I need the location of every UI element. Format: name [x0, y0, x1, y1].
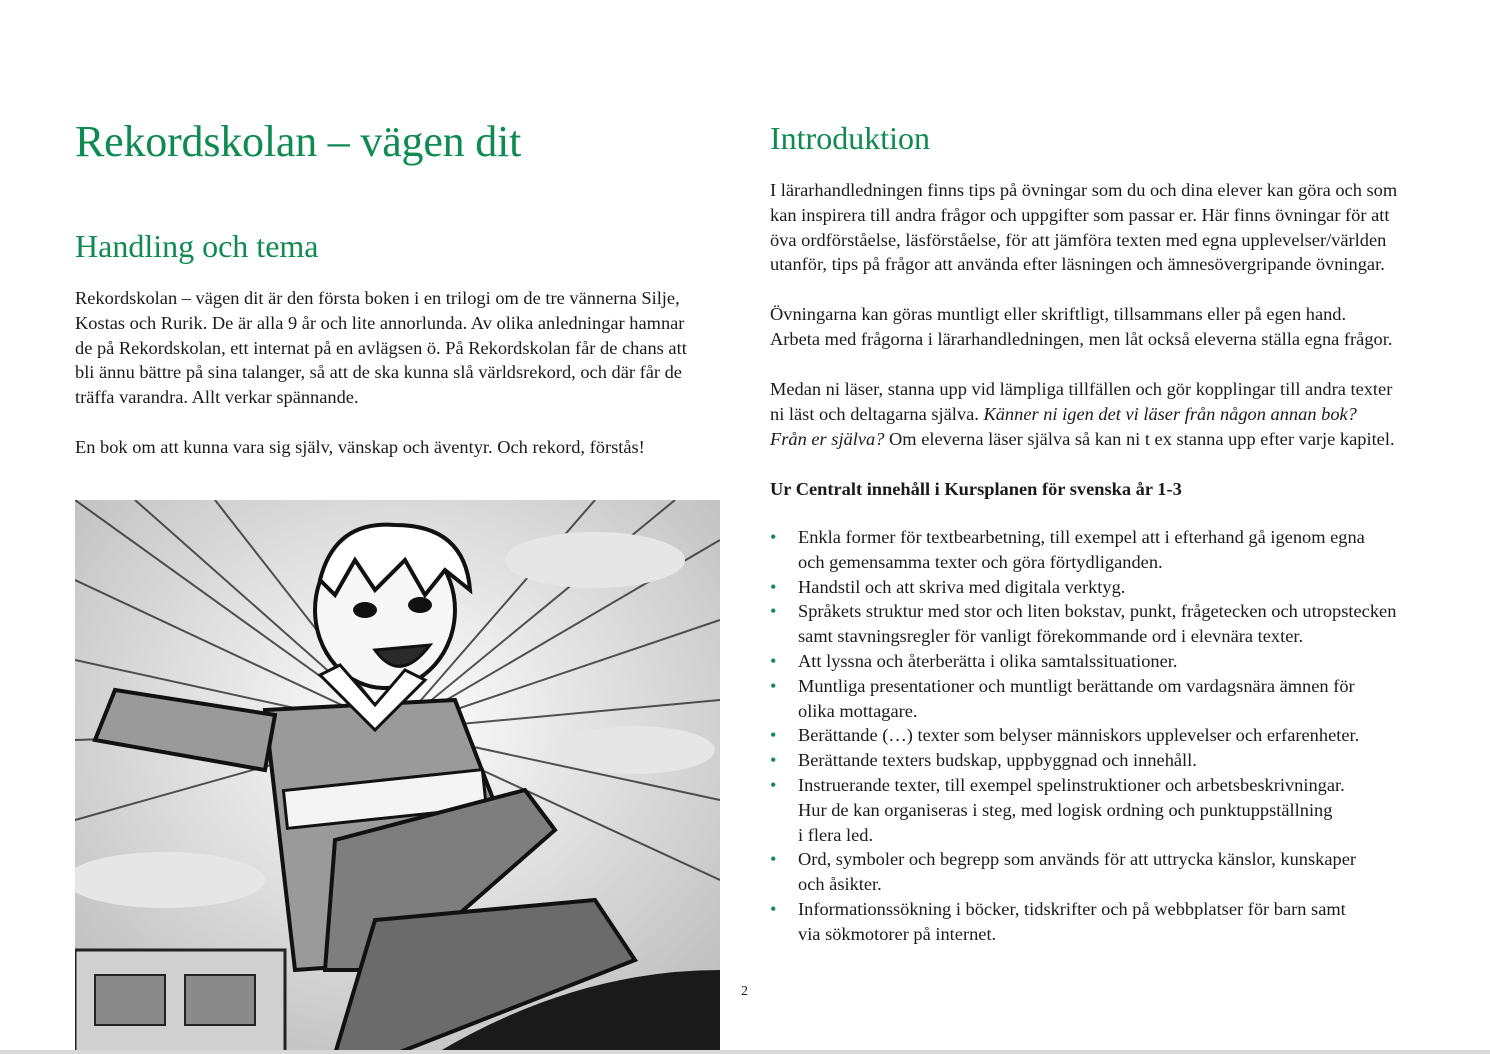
list-item: • Enkla former för textbearbetning, till exempel att i efterhand gå igenom egna och gemensamma texter och göra förtydliganden. [770, 527, 1365, 572]
curriculum-list [770, 525, 1430, 947]
intro-paragraph: I lärarhandledningen finns tips på övningar som du och dina elever kan göra och som kan inspirera till andra frågor och uppgifter som passar er. Här finns övningar för att öva ordförståelse, läsförståelse, för att jämföra texten med egna upplevelser/världen utanför, tips på frågor att använda efter läsningen och ämnesövergripande övningar. [770, 180, 1398, 275]
curriculum-heading: Ur Centralt innehåll i Kursplanen för svenska år 1-3 [770, 479, 1182, 499]
reading-paragraph: Medan ni läser, stanna upp vid lämpliga tillfällen och gör kopplingar till andra texter ni läst och deltagarna själva. Känner ni igen det vi läser från någon annan bok? Från er själva? Om eleverna läser själva så kan ni t ex stanna upp efter varje kapitel. [770, 379, 1395, 449]
list-item: • Muntliga presentationer och muntligt berättande om vardagsnära ämnen för olika mottagare. [770, 675, 1355, 721]
bullet-icon: • [770, 576, 777, 597]
bullet-icon: • [770, 750, 777, 771]
page-title: Rekordskolan – vägen dit [75, 117, 522, 166]
list-item: • Berättande (…) texter som belyser människors upplevelser och erfarenheter. [770, 723, 1430, 748]
bullet-icon: • [770, 675, 777, 696]
manga-boy-jumping-illustration [75, 500, 720, 1054]
bullet-icon: • [770, 650, 777, 671]
exercise-paragraph: Övningarna kan göras muntligt eller skriftligt, tillsammans eller på egen hand. Arbeta med frågorna i lärarhandledningen, men låt också eleverna ställa egna frågor. [770, 304, 1393, 349]
list-item: • Språkets struktur med stor och liten bokstav, punkt, frågetecken och utropstecken samt stavningsregler för vanligt förekommande ord i elevnära texter. [770, 601, 1397, 647]
section-heading-introduktion: Introduktion [770, 120, 930, 156]
bullet-icon: • [770, 849, 777, 870]
bullet-icon: • [770, 601, 777, 622]
section-heading-handling: Handling och tema [75, 228, 319, 264]
list-item: • Berättande texters budskap, uppbyggnad och innehåll. [770, 748, 1430, 773]
list-item: • Att lyssna och återberätta i olika samtalssituationer. [770, 649, 1430, 674]
bullet-icon: • [770, 898, 777, 919]
bullet-icon: • [770, 725, 777, 746]
list-item: • Handstil och att skriva med digitala verktyg. [770, 575, 1430, 600]
list-item: • Instruerande texter, till exempel spelinstruktioner och arbetsbeskrivningar. Hur de kan organiseras i steg, med logisk ordning och punktuppställning i flera led. [770, 774, 1345, 845]
list-item: • Ord, symboler och begrepp som används för att uttrycka känslor, kunskaper och åsikter. [770, 849, 1356, 895]
page-bottom-edge [0, 1050, 1490, 1054]
page-number: 2 [741, 984, 748, 999]
list-item: • Informationssökning i böcker, tidskrifter och på webbplatser för barn samt via sökmotorer på internet. [770, 898, 1346, 944]
bullet-icon: • [770, 527, 777, 547]
bullet-icon: • [770, 774, 777, 795]
plot-paragraph: Rekordskolan – vägen dit är den första boken i en trilogi om de tre vännerna Silje, Kostas och Rurik. De är alla 9 år och lite annorlunda. Av olika anledningar hamnar de på Rekordskolan, ett internat på en avlägsen ö. På Rekordskolan får de chans att bli ännu bättre på sina talanger, så att de ska kunna slå världsrekord, och där får de träffa varandra. Allt verkar spännande. [75, 288, 687, 408]
theme-paragraph: En bok om att kunna vara sig själv, vänskap och äventyr. Och rekord, förstås! [75, 437, 645, 457]
